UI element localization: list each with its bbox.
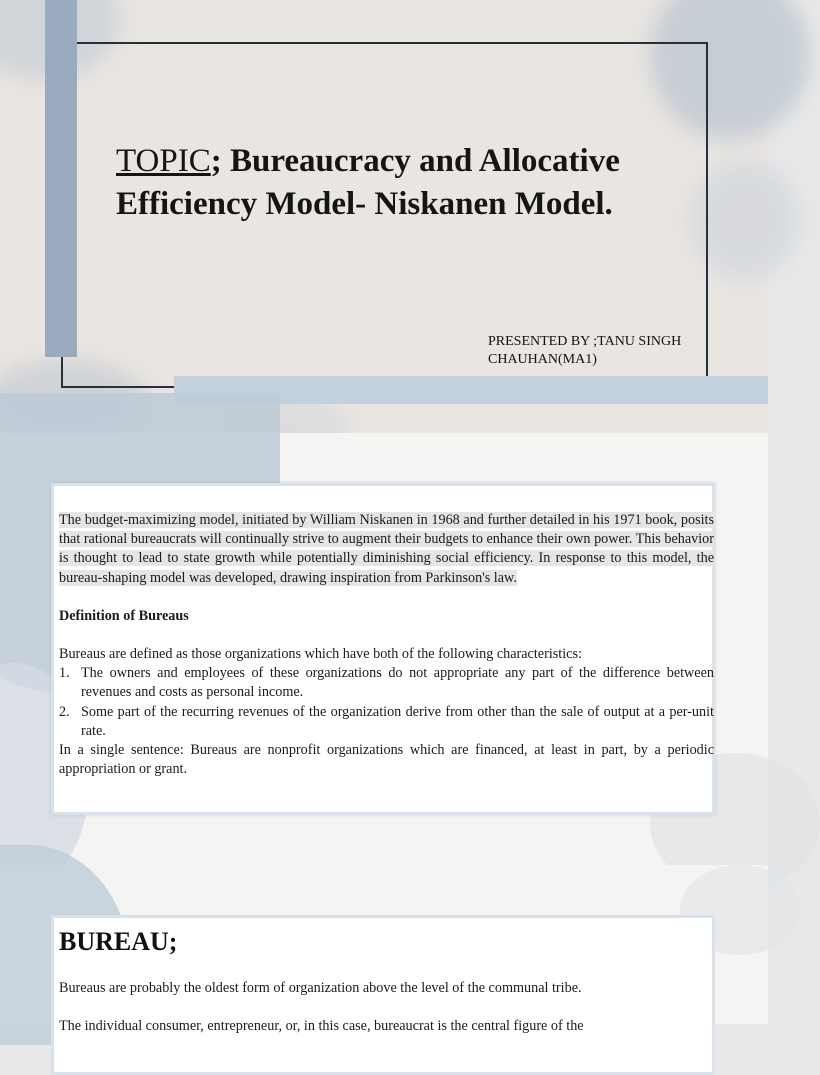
card-text: [59, 511, 714, 779]
bureau-slide: [0, 865, 768, 1034]
content-card: [51, 915, 715, 1075]
bureau-paragraph: Bureaus are probably the oldest form of organization above the level of the communal tribe.: [59, 980, 582, 996]
list-number: 1.: [59, 665, 70, 682]
list-text: Some part of the recurring revenues of the organization derive from other than the sale of output at a per-unit rate.: [81, 703, 714, 739]
definition-slide: [0, 433, 768, 865]
presenter-line: PRESENTED BY ;TANU SINGH: [488, 334, 682, 349]
characteristics-list: [59, 664, 714, 741]
title-slide: [0, 0, 768, 433]
intro-paragraph: [59, 511, 714, 588]
bureau-paragraph: The individual consumer, entrepreneur, or, in this case, bureaucrat is the central figure of the: [59, 1018, 584, 1034]
presenter-credit: [488, 333, 698, 368]
list-item: [59, 664, 714, 702]
summary-sentence: In a single sentence: Bureaus are nonprofit organizations which are financed, at least in part, by a periodic appropriation or grant.: [59, 742, 714, 778]
intro-text: The budget-maximizing model, initiated by William Niskanen in 1968 and further detailed in his 1971 book, posits that rational bureaucrats will continually strive to augment their budgets to enhance their own power. This behavior is thought to lead to state growth while potentially diminishing social efficiency. In response to this model, the bureau-shaping model was developed, drawing inspiration from Parkinson's law.: [59, 512, 714, 586]
content-card: [51, 483, 715, 815]
slide-title: [116, 140, 696, 226]
bureau-heading: BUREAU;: [59, 927, 178, 956]
vertical-accent-bar: [45, 0, 77, 357]
definition-lead: Bureaus are defined as those organizations which have both of the following characteristics:: [59, 646, 582, 663]
list-text: The owners and employees of these organizations do not appropriate any part of the difference between revenues and costs as personal income.: [81, 665, 714, 701]
title-topic-label: TOPIC: [116, 143, 211, 179]
list-item: [59, 703, 714, 741]
definition-heading: Definition of Bureaus: [59, 607, 189, 624]
title-text: ; Bureaucracy and Allocative Efficiency Model- Niskanen Model.: [116, 143, 620, 222]
list-number: 2.: [59, 703, 70, 720]
presenter-line: CHAUHAN(MA1): [488, 351, 597, 367]
